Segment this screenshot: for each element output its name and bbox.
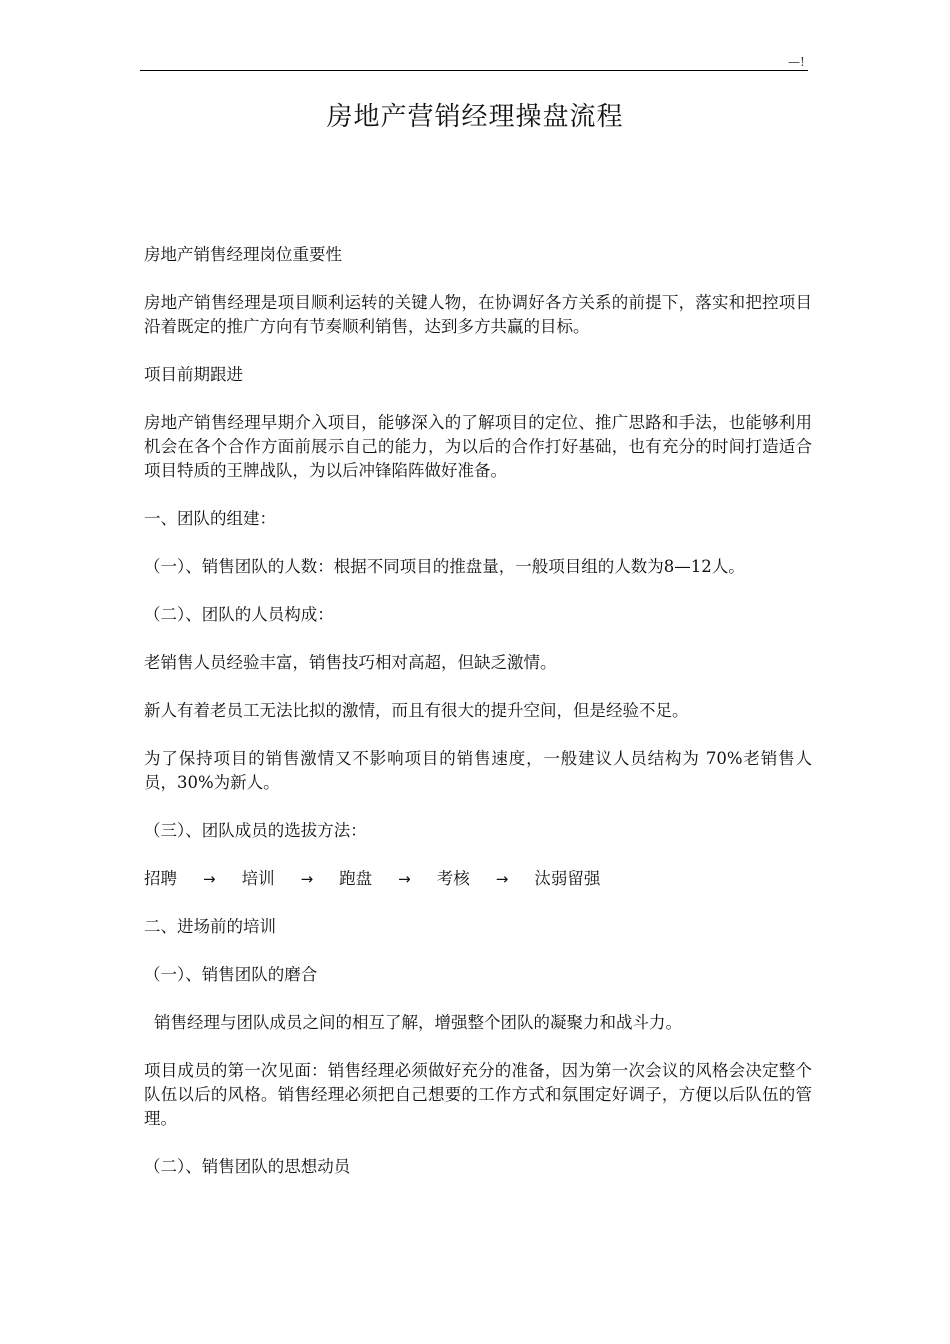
selection-flow <box>144 867 812 891</box>
section-heading: 项目前期跟进 <box>144 365 243 384</box>
subsection-heading: （二）、销售团队的思想动员 <box>144 1157 351 1176</box>
flow-step-field: 跑盘 <box>339 869 373 888</box>
flow-arrow-icon: → <box>495 870 509 888</box>
subsection-heading: （二）、团队的人员构成： <box>144 605 334 624</box>
header-rule <box>140 70 808 71</box>
subsection-heading: （一）、销售团队的磨合 <box>144 965 318 984</box>
page-header-mark: —! <box>788 55 805 69</box>
paragraph: 销售经理与团队成员之间的相互了解，增强整个团队的凝聚力和战斗力。 <box>154 1013 682 1032</box>
section-heading: 房地产销售经理岗位重要性 <box>144 245 342 264</box>
flow-arrow-icon: → <box>398 870 411 888</box>
document-title: 房地产营销经理操盘流程 <box>326 102 624 132</box>
paragraph: 项目成员的第一次见面：销售经理必须做好充分的准备，因为第一次会议的风格会决定整个队伍以后的风格。销售经理必须把自己想要的工作方式和氛围定好调子，方便以后队伍的管理。 <box>144 1061 812 1128</box>
paragraph: 老销售人员经验丰富，销售技巧相对高超，但缺乏激情。 <box>144 653 557 672</box>
section-heading: 一、团队的组建： <box>144 509 276 528</box>
section-heading: 二、进场前的培训 <box>144 917 276 936</box>
subsection-heading: （三）、团队成员的选拔方法： <box>144 821 367 840</box>
paragraph: （一）、销售团队的人数：根据不同项目的推盘量，一般项目组的人数为8—12人。 <box>144 557 745 576</box>
flow-step-eliminate: 汰弱留强 <box>534 869 601 888</box>
flow-step-recruit: 招聘 <box>144 869 177 888</box>
flow-step-train: 培训 <box>241 869 275 888</box>
flow-step-assess: 考核 <box>436 869 470 888</box>
paragraph: 新人有着老员工无法比拟的激情，而且有很大的提升空间，但是经验不足。 <box>144 701 689 720</box>
paragraph: 房地产销售经理是项目顺利运转的关键人物，在协调好各方关系的前提下，落实和把控项目沿着既定的推广方向有节奏顺利销售，达到多方共赢的目标。 <box>144 293 812 336</box>
paragraph: 房地产销售经理早期介入项目，能够深入的了解项目的定位、推广思路和手法，也能够利用机会在各个合作方面前展示自己的能力，为以后的合作打好基础，也有充分的时间打造适合项目特质的王牌战队，为以后冲锋陷阵做好准备。 <box>144 413 812 480</box>
flow-arrow-icon: → <box>300 870 314 888</box>
flow-arrow-icon: → <box>203 870 216 888</box>
paragraph: 为了保持项目的销售激情又不影响项目的销售速度，一般建议人员结构为 70%老销售人员，30%为新人。 <box>144 749 812 792</box>
document-body <box>144 243 812 1203</box>
